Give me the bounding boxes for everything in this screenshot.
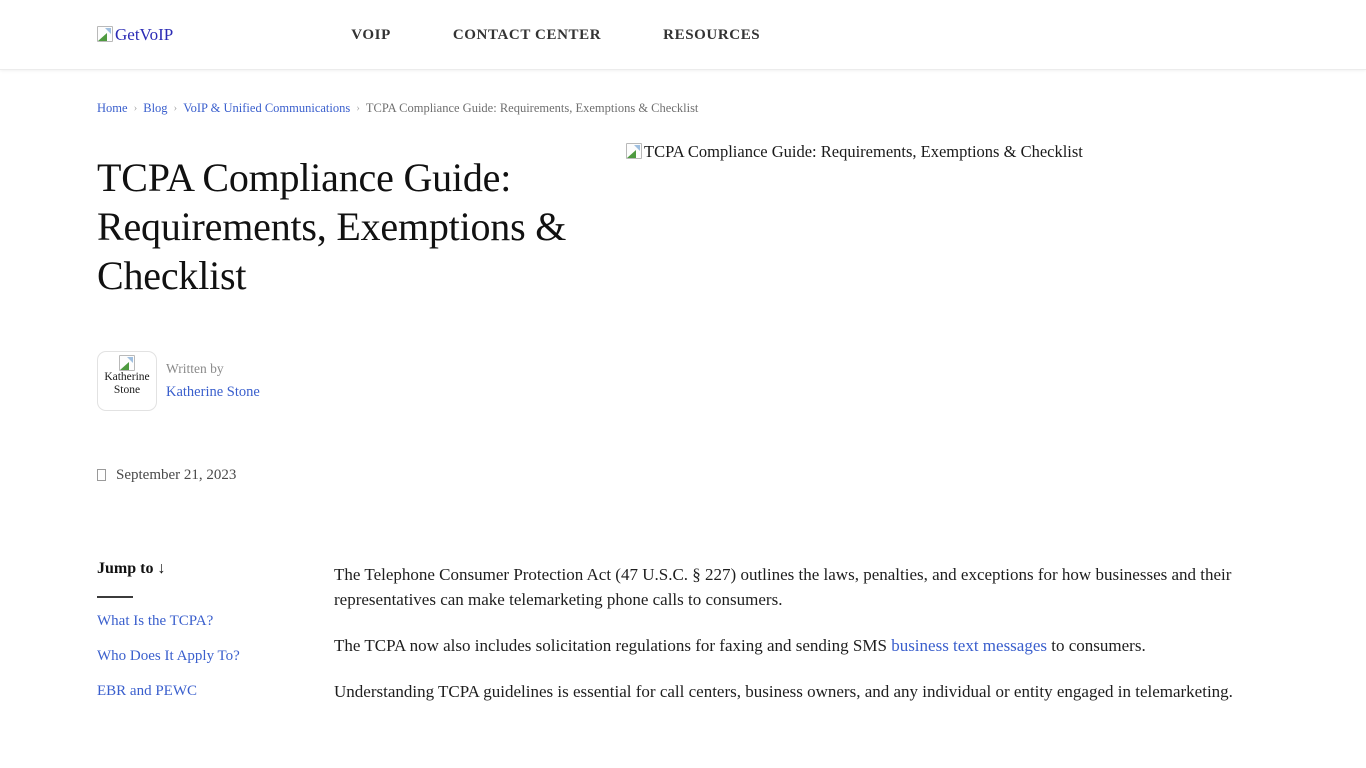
toc-link-what-is-the-tcpa[interactable]: What Is the TCPA? [97, 612, 214, 629]
hero-image-alt-text: TCPA Compliance Guide: Requirements, Exemptions & Checklist [644, 141, 1083, 161]
written-by-label: Written by [166, 360, 224, 376]
publish-date [97, 467, 236, 484]
nav-item-resources[interactable]: RESOURCES [663, 26, 761, 43]
breadcrumb-separator-icon: › [133, 101, 138, 114]
author-byline [98, 352, 260, 410]
breadcrumb-item-home[interactable]: Home [97, 101, 128, 115]
article-paragraph-3: Understanding TCPA guidelines is essential for call centers, business owners, and any individual or entity engaged in telemarketing. [334, 681, 1233, 701]
nav-item-voip[interactable]: VOIP [351, 26, 391, 43]
avatar [98, 352, 156, 410]
breadcrumb-separator-icon: › [173, 101, 178, 114]
breadcrumb-item-category[interactable]: VoIP & Unified Communications [183, 101, 351, 115]
breadcrumb-separator-icon: › [356, 101, 360, 114]
article-body [334, 559, 1254, 725]
avatar-alt-text: Katherine Stone [104, 370, 150, 396]
toc-link-who-does-it-apply-to[interactable]: Who Does It Apply To? [97, 647, 240, 664]
hero-image [626, 143, 1083, 160]
toc-title: Jump to ↓ [97, 559, 166, 577]
page-title: TCPA Compliance Guide: Requirements, Exemptions & Checklist [97, 154, 567, 298]
broken-image-icon [119, 355, 135, 371]
business-text-messages-link[interactable]: business text messages [891, 635, 1048, 655]
publish-date-value: September 21, 2023 [116, 466, 237, 483]
breadcrumb-item-blog[interactable]: Blog [143, 101, 168, 115]
site-header [0, 0, 1366, 70]
table-of-contents [97, 559, 334, 725]
author-link[interactable]: Katherine Stone [166, 383, 260, 400]
paragraph-2-text-before: The TCPA now also includes solicitation regulations for faxing and sending SMS [334, 635, 892, 655]
site-logo[interactable] [97, 26, 173, 44]
article-paragraph-1: The Telephone Consumer Protection Act (47 U.S.C. § 227) outlines the laws, penalties, and exceptions for how businesses and their representatives can make telemarketing phone calls to consumers. [334, 564, 1232, 609]
content-area [97, 559, 1366, 725]
site-logo-alt-text: GetVoIP [115, 25, 174, 45]
toc-link-ebr-and-pewc[interactable]: EBR and PEWC [97, 682, 197, 699]
breadcrumb-item-current: TCPA Compliance Guide: Requirements, Exemptions & Checklist [365, 101, 699, 115]
calendar-icon [97, 469, 106, 481]
broken-image-icon [626, 143, 642, 159]
article-hero [0, 141, 1366, 569]
toc-divider [97, 596, 133, 598]
main-navigation [351, 27, 760, 44]
broken-image-icon [97, 26, 113, 42]
byline-text [166, 352, 260, 401]
nav-item-contact-center[interactable]: CONTACT CENTER [452, 26, 602, 43]
article-paragraph-2 [334, 633, 1254, 658]
paragraph-2-text-after: to consumers. [1047, 635, 1146, 655]
breadcrumb [97, 102, 1366, 115]
